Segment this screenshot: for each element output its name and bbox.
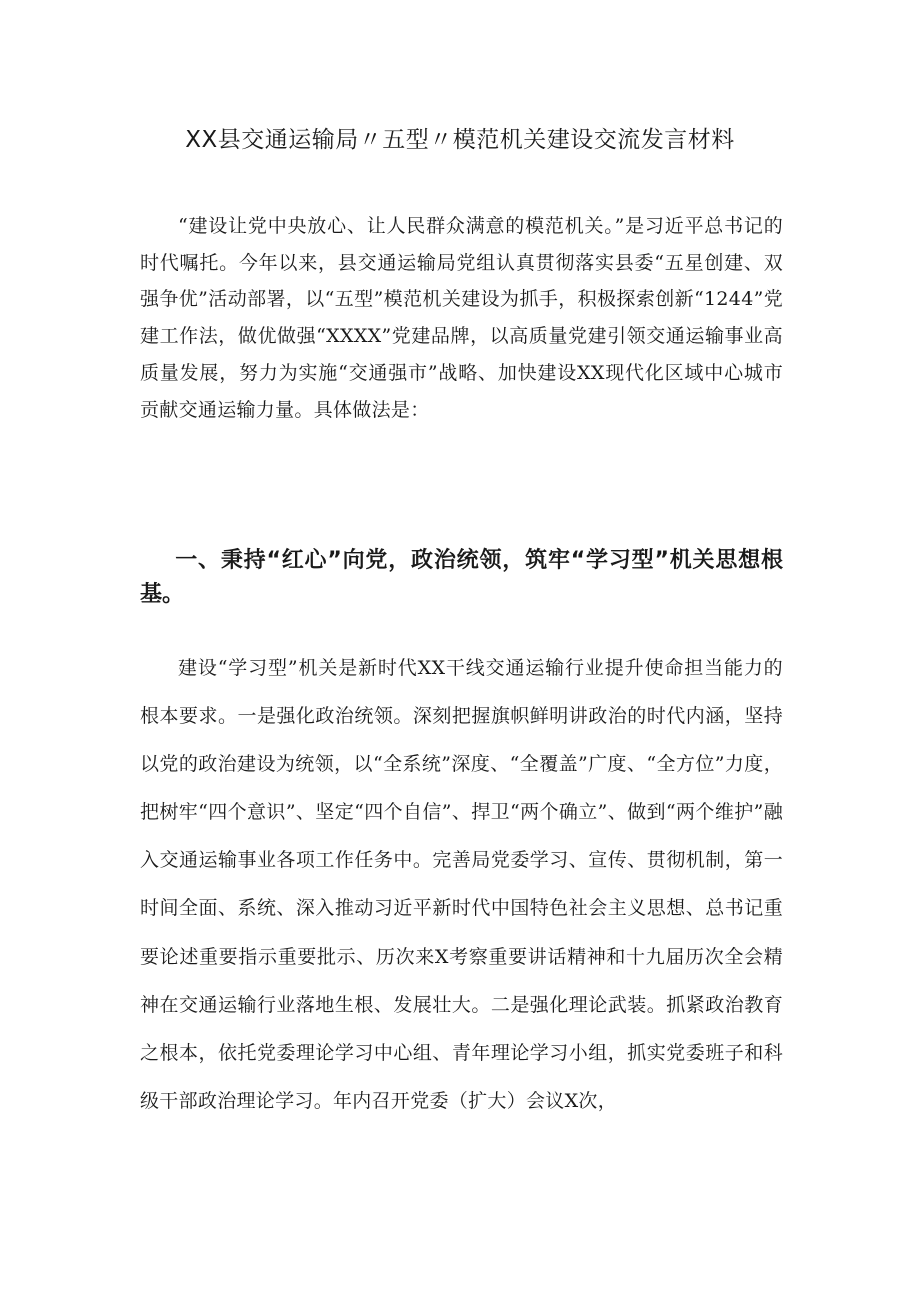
document-title: XX县交通运输局〃五型〃模范机关建设交流发言材料 bbox=[185, 127, 735, 153]
intro-paragraph: “建设让党中央放心、让人民群众满意的模范机关。”是习近平总书记的时代嘱托。今年以来，县交通运输局党组认真贯彻落实县委“五星创建、双强争优”活动部署，以“五型”模范机关建设为抓手，积极探索创新“1244”党建工作法，做优做强“XXXX”党建品牌，以高质量党建引领交通运输事业高质量发展，努力为实施“交通强市”战略、加快建设XX现代化区域中心城市贡献交通运输力量。具体做法是： bbox=[140, 215, 783, 421]
section-1-body bbox=[140, 644, 783, 1125]
section-1-heading: 一、秉持“红心”向党，政治统领，筑牢“学习型”机关思想根基。 bbox=[140, 548, 783, 607]
intro-section bbox=[140, 208, 783, 428]
section-1-paragraph: 建设“学习型”机关是新时代XX干线交通运输行业提升使命担当能力的根本要求。一是强化政治统领。深刻把握旗帜鲜明讲政治的时代内涵，坚持以党的政治建设为统领，以“全系统”深度、“全覆盖”广度、“全方位”力度，把树牢“四个意识”、坚定“四个自信”、捍卫“两个确立”、做到“两个维护”融入交通运输事业各项工作任务中。完善局党委学习、宣传、贯彻机制，第一时间全面、系统、深入推动习近平新时代中国特色社会主义思想、总书记重要论述重要指示重要批示、历次来X考察重要讲话精神和十九届历次全会精神在交通运输行业落地生根、发展壮大。二是强化理论武装。抓紧政治教育之根本，依托党委理论学习中心组、青年理论学习小组，抓实党委班子和科级干部政治理论学习。年内召开党委（扩大）会议X次， bbox=[140, 657, 783, 1112]
